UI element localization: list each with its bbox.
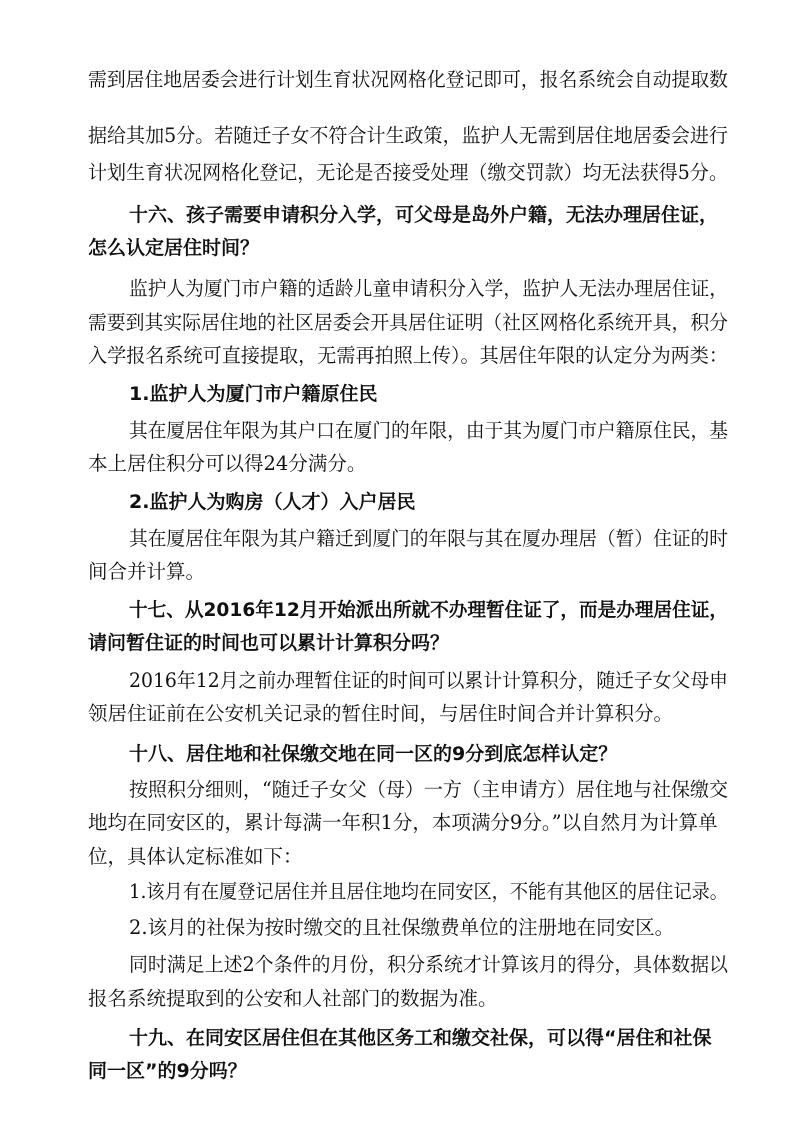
body-line xyxy=(88,986,799,1012)
heading-text: 怎么认定居住时间？ xyxy=(88,237,260,259)
body-text: 报名系统提取到的公安和人社部门的数据为准。 xyxy=(88,987,498,1010)
body-text: 计划生育状况网格化登记，无论是否接受处理（缴交罚款）均无法获得5分。 xyxy=(88,161,728,184)
body-text: 1.该月有在厦登记居住并且居住地均在同安区，不能有其他区的居住记录。 xyxy=(129,880,728,903)
body-line xyxy=(129,915,799,941)
body-text: 领居住证前在公安机关记录的暂住时间，与居住时间合并计算积分。 xyxy=(88,702,674,725)
body-text: 2.该月的社保为按时缴交的且社保缴费单位的注册地在同安区。 xyxy=(129,916,675,939)
section-heading xyxy=(88,1058,799,1084)
body-line xyxy=(88,810,799,836)
subheading xyxy=(129,381,799,407)
body-text: 同时满足上述2个条件的月份，积分系统才计算该月的得分，具体数据以 xyxy=(129,953,728,976)
body-text: 其在厦居住年限为其户籍迁到厦门的年限与其在厦办理居（暂）住证的时 xyxy=(129,527,728,550)
body-text: 需要到其实际居住地的社区居委会开具居住证明（社区网格化系统开具，积分 xyxy=(88,311,729,334)
body-text: 入学报名系统可直接提取，无需再拍照上传）。其居住年限的认定分为两类： xyxy=(88,344,729,367)
body-line xyxy=(88,67,728,93)
body-line xyxy=(129,879,799,905)
body-line xyxy=(129,668,799,694)
body-line xyxy=(129,777,799,803)
body-text: 2016年12月之前办理暂住证的时间可以累计计算积分，随迁子女父母申 xyxy=(129,669,728,692)
body-text: 监护人为厦门市户籍的适龄儿童申请积分入学，监护人无法办理居住证， xyxy=(129,277,728,300)
section-heading xyxy=(129,202,799,228)
body-text: 本上居住积分可以得24分满分。 xyxy=(88,452,367,475)
body-text: 位，具体认定标准如下： xyxy=(88,845,303,868)
section-heading xyxy=(129,1025,799,1051)
body-line xyxy=(88,123,728,149)
body-line xyxy=(88,844,799,870)
section-heading xyxy=(88,235,799,261)
body-line xyxy=(88,451,799,477)
body-text: 需到居住地居委会进行计划生育状况网格化登记即可，报名系统会自动提取数 xyxy=(88,68,729,91)
body-line xyxy=(129,276,799,302)
heading-text: 同一区”的9分吗？ xyxy=(88,1060,247,1082)
body-text: 据给其加5分。若随迁子女不符合计生政策，监护人无需到居住地居委会进行 xyxy=(88,124,728,147)
body-text: 地均在同安区的，累计每满一年积1分，本项满分9分。”以自然月为计算单 xyxy=(88,811,718,834)
heading-text: 请问暂住证的时间也可以累计计算积分吗？ xyxy=(88,632,450,654)
body-line xyxy=(88,559,799,585)
body-line xyxy=(88,701,799,727)
body-line xyxy=(88,310,799,336)
body-line xyxy=(129,418,799,444)
subheading xyxy=(129,489,799,515)
body-line xyxy=(129,526,799,552)
body-text: 间合并计算。 xyxy=(88,560,206,583)
section-heading xyxy=(129,741,799,767)
subheading-text: 1.监护人为厦门市户籍原住民 xyxy=(129,383,378,405)
body-line xyxy=(88,343,799,369)
heading-text: 十七、从2016年12月开始派出所就不办理暂住证了，而是办理居住证， xyxy=(129,599,728,621)
heading-text: 十八、居住地和社保缴交地在同一区的9分到底怎样认定？ xyxy=(129,743,618,765)
body-text: 按照积分细则，“随迁子女父（母）一方（主申请方）居住地与社保缴交 xyxy=(129,778,728,801)
subheading-text: 2.监护人为购房（人才）入户居民 xyxy=(129,491,416,513)
heading-text: 十九、在同安区居住但在其他区务工和缴交社保，可以得“居住和社保 xyxy=(129,1027,712,1049)
body-text: 其在厦居住年限为其户口在厦门的年限，由于其为厦门市户籍原住民，基 xyxy=(129,419,728,442)
section-heading xyxy=(129,597,799,623)
section-heading xyxy=(88,630,799,656)
body-line xyxy=(129,952,799,978)
heading-text: 十六、孩子需要申请积分入学，可父母是岛外户籍，无法办理居住证， xyxy=(129,204,719,226)
body-line xyxy=(88,160,728,186)
